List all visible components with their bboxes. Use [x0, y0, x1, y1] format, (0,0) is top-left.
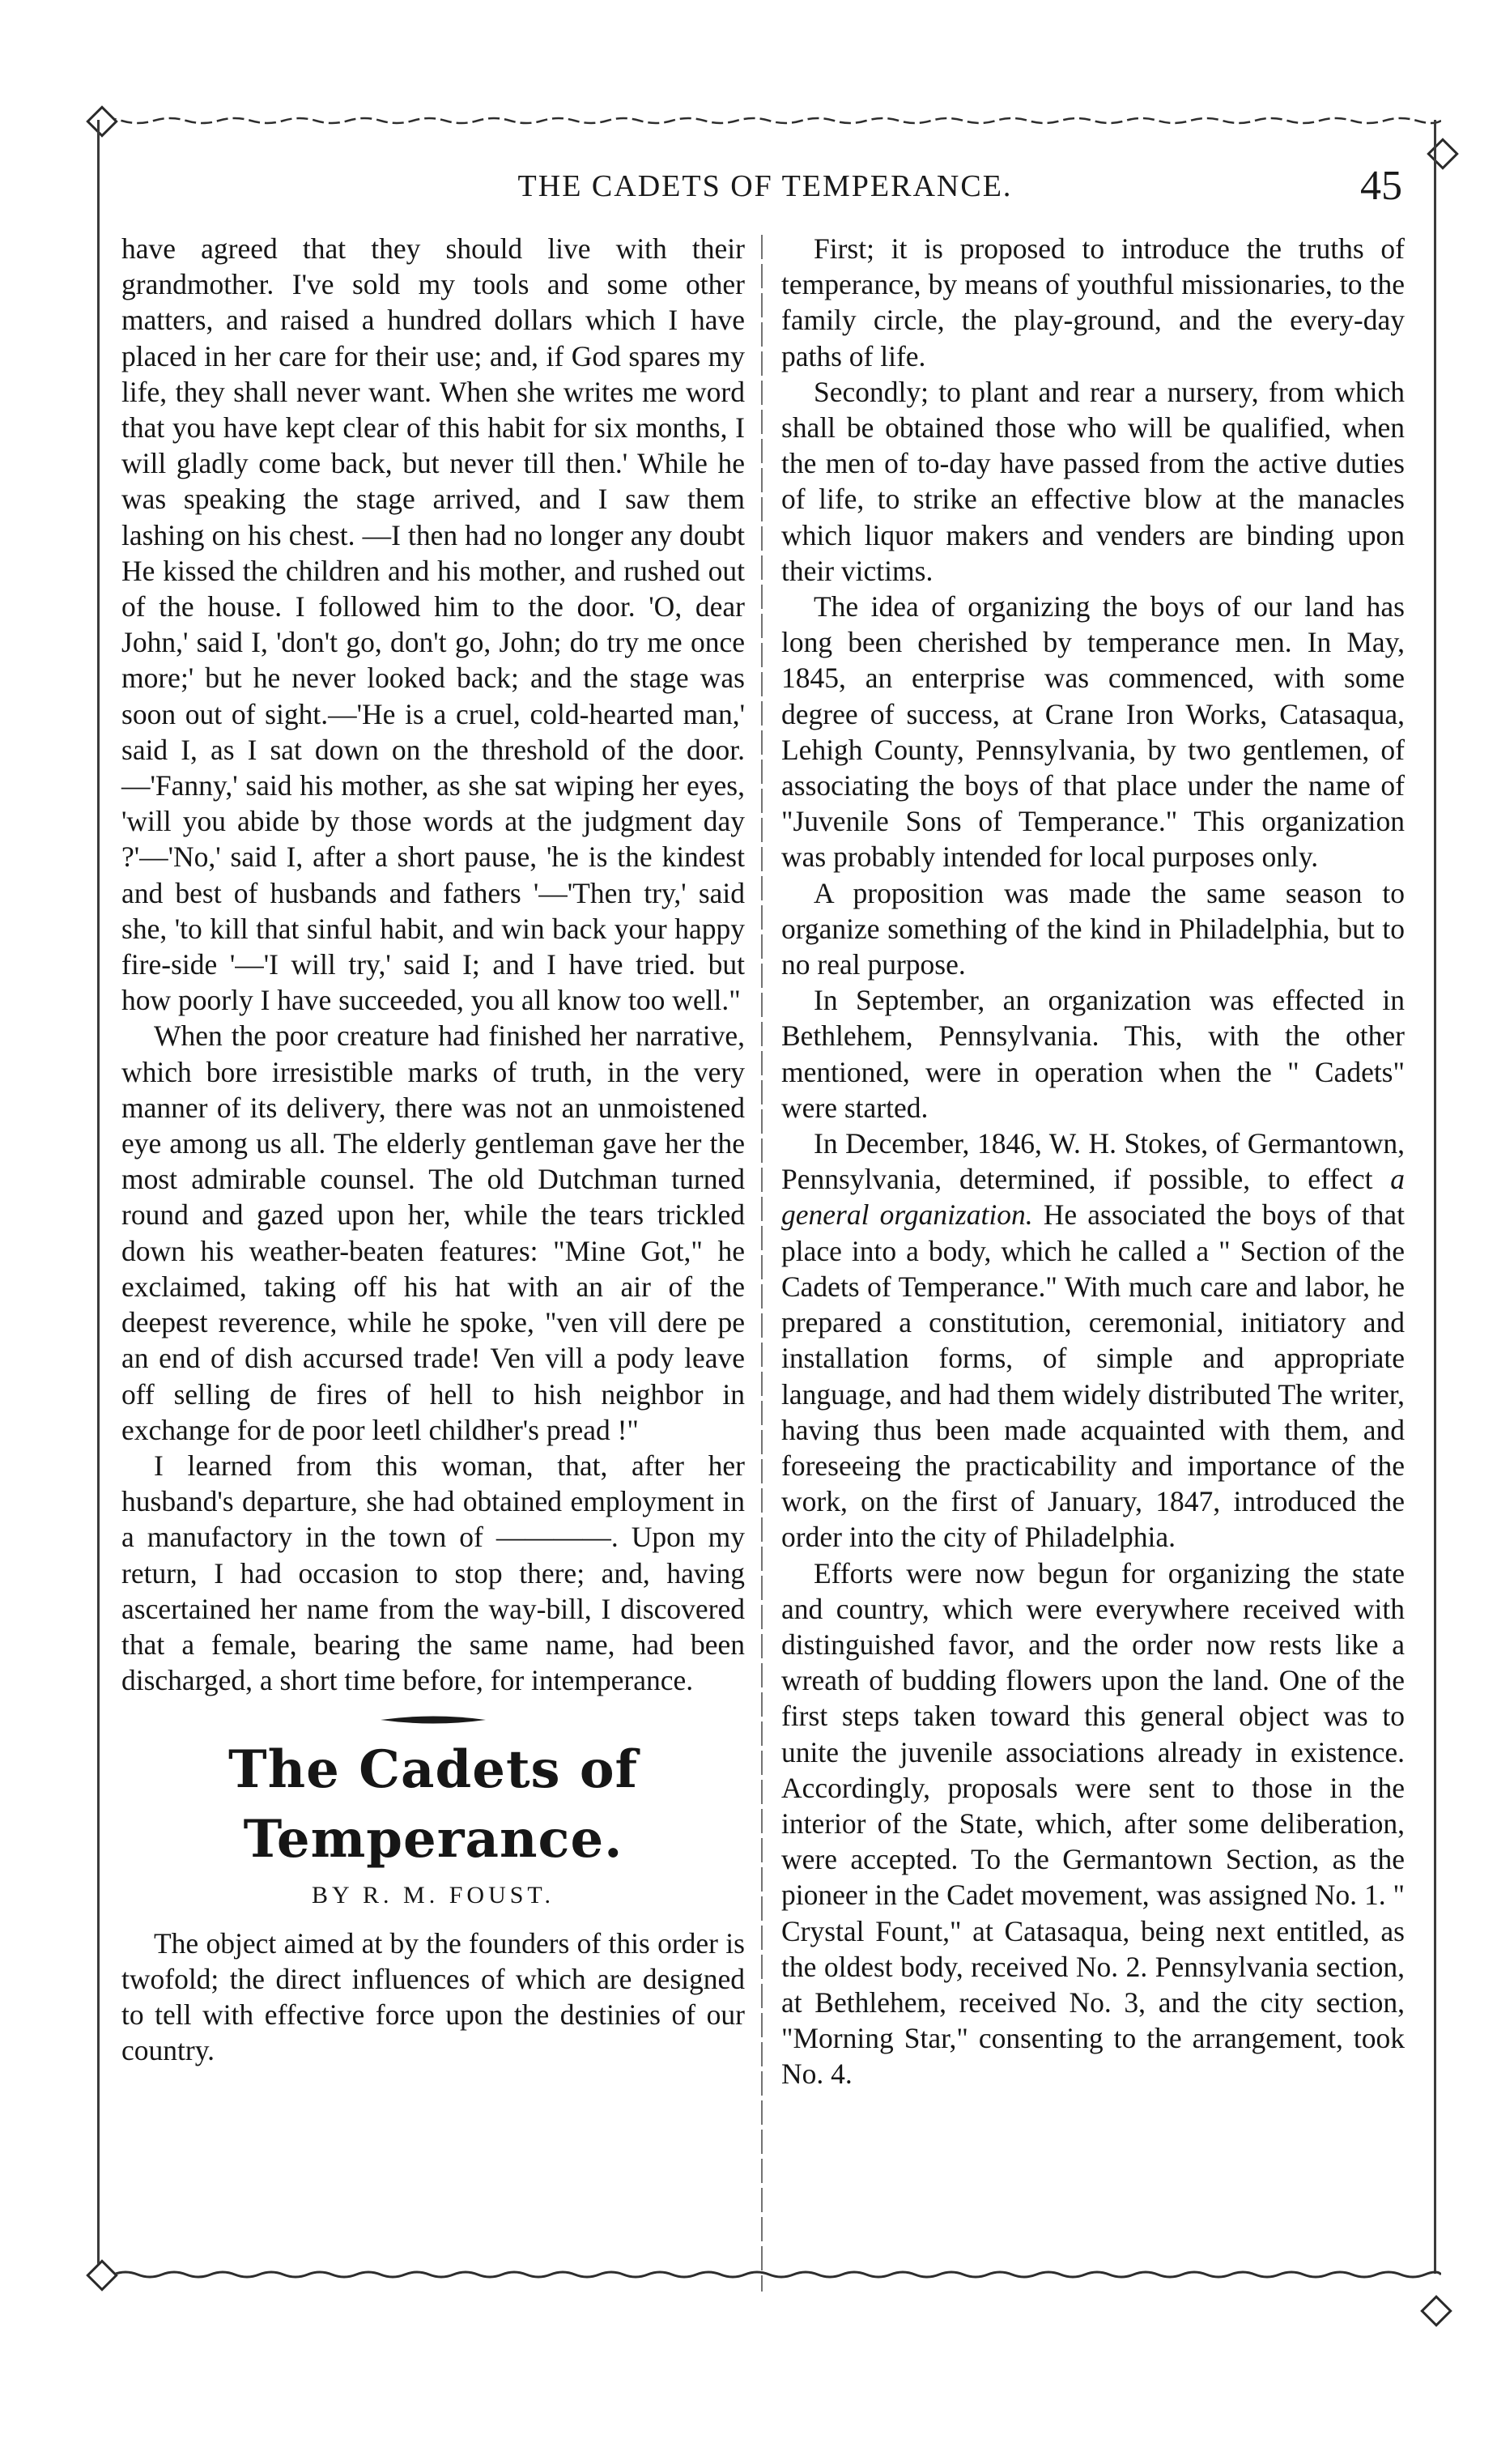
article-byline: BY R. M. FOUST.: [311, 1882, 555, 1909]
left-column: [121, 231, 745, 2068]
bottom-border-rule: [89, 2267, 1441, 2282]
corner-ornament-bottom-right: [1420, 2295, 1452, 2327]
article-title: The Cadets of Temperance.: [228, 1739, 639, 1870]
column-divider: [761, 235, 763, 2292]
right-paragraph-4: A proposition was made the same season to organize something of the kind in Philadelphia, but to no real purpose.: [781, 876, 1405, 981]
page-number: 45: [1360, 163, 1402, 209]
right-paragraph-3: The idea of organizing the boys of our land has long been cherished by temperance men. In May, 1845, an enterprise was commenced, with some degree of success, at Crane Iron Works, Catasaqua, Lehigh County, Pennsylvania, by two gentlemen, of associating the boys of that place under the name of "Juvenile Sons of Temperance." This organization was probably intended for local purposes only.: [781, 590, 1405, 874]
title-ornament: [381, 1714, 486, 1726]
right-paragraph-2: Secondly; to plant and rear a nursery, from which shall be obtained those who will be qualified, when the men of to-day have passed from the active duties of life, to strike an effective blow at the manacles which liquor makers and venders are binding upon their victims.: [781, 375, 1405, 587]
right-paragraph-6-start: In December, 1846, W. H. Stokes, of Germantown, Pennsylvania, determined, if possible, to effect: [781, 1127, 1405, 1196]
running-title: THE CADETS OF TEMPERANCE.: [517, 169, 1013, 203]
right-paragraph-5: In September, an organization was effected in Bethlehem, Pennsylvania. This, with the other mentioned, were in operation when the " Cadets" were started.: [781, 984, 1405, 1124]
page-header: [121, 162, 1409, 211]
left-paragraph-1: have agreed that they should live with their grandmother. I've sold my tools and some other matters, and raised a hundred dollars which I have placed in her care for their use; and, if God spares my life, they shall never want. When she writes me word that you have kept clear of this habit for six months, I will gladly come back, but never till then.' While he was speaking the stage arrived, and I saw them lashing on his chest. —I then had no longer any doubt He kissed the children and his mother, and rushed out of the house. I followed him to the door. 'O, dear John,' said I, 'don't go, don't go, John; do try me once more;' but he never looked back; and the stage was soon out of sight.—'He is a cruel, cold-hearted man,' said I, as I sat down on the threshold of the door.—'Fanny,' said his mother, as she sat wiping her eyes, 'will you abide by those words at the judgment day ?'—'No,' said I, after a short pause, 'he is the kindest and best of husbands and fathers '—'Then try,' said she, 'to kill that sinful habit, and win back your happy fire-side '—'I will try,' said I; and I have tried. but how poorly I have succeeded, you all know too well.": [121, 232, 745, 1017]
left-paragraph-2: When the poor creature had finished her narrative, which bore irresistible marks of truth, in the very manner of its delivery, there was not an unmoistened eye among us all. The elderly gentleman gave her the most admirable counsel. The old Dutchman turned round and gazed upon her, while the tears trickled down his weather-beaten features: "Mine Got," he exclaimed, taking off his hat with an air of the deepest reverence, while he spoke, "ven vill dere pe an end of dish accursed trade! Ven vill a pody leave off selling de fires of hell to hish neighbor in exchange for de poor leetl childher's pread !": [121, 1019, 745, 1446]
right-paragraph-6-emphasis: a general organization.: [781, 1163, 1405, 1232]
right-paragraph-6: [781, 1126, 1405, 1555]
left-paragraph-4: The object aimed at by the founders of this order is twofold; the direct influences of which are designed to tell with effective force upon the destinies of our country.: [121, 1926, 745, 2067]
right-paragraph-6-end: He associated the boys of that place into a body, which he called a " Section of the Cadets of Temperance." With much care and labor, he prepared a constitution, ceremonial, initiatory and installation forms, of simple and appropriate language, and had them widely distributed The writer, having thus been made acquainted with them, and foreseeing the practicability and importance of the work, on the first of January, 1847, introduced the order into the city of Philadelphia.: [781, 1198, 1406, 1554]
right-paragraph-1: First; it is proposed to introduce the truths of temperance, by means of youthful missionaries, to the family circle, the play-ground, and the every-day paths of life.: [781, 232, 1405, 372]
right-column: [781, 231, 1405, 2092]
left-paragraph-3: I learned from this woman, that, after her husband's departure, she had obtained employment in a manufactory in the town of ————. Upon my return, I had occasion to stop there; and, having ascertained her name from the way-bill, I discovered that a female, bearing the same name, had been discharged, a short time before, for intemperance.: [121, 1449, 745, 1697]
right-paragraph-7: Efforts were now begun for organizing the state and country, which were everywhere received with distinguished favor, and the order now rests like a wreath of budding flowers upon the land. One of the first steps taken toward this general object was to unite the juvenile associations already in existence. Accordingly, proposals were sent to those in the interior of the State, which, after some deliberation, were accepted. To the Germantown Section, as the pioneer in the Cadet movement, was assigned No. 1. " Crystal Fount," at Catasaqua, being next entitled, as the oldest body, received No. 2. Pennsylvania section, at Bethlehem, received No. 3, and the city section, "Morning Star," consenting to the arrangement, took No. 4.: [781, 1556, 1405, 2091]
